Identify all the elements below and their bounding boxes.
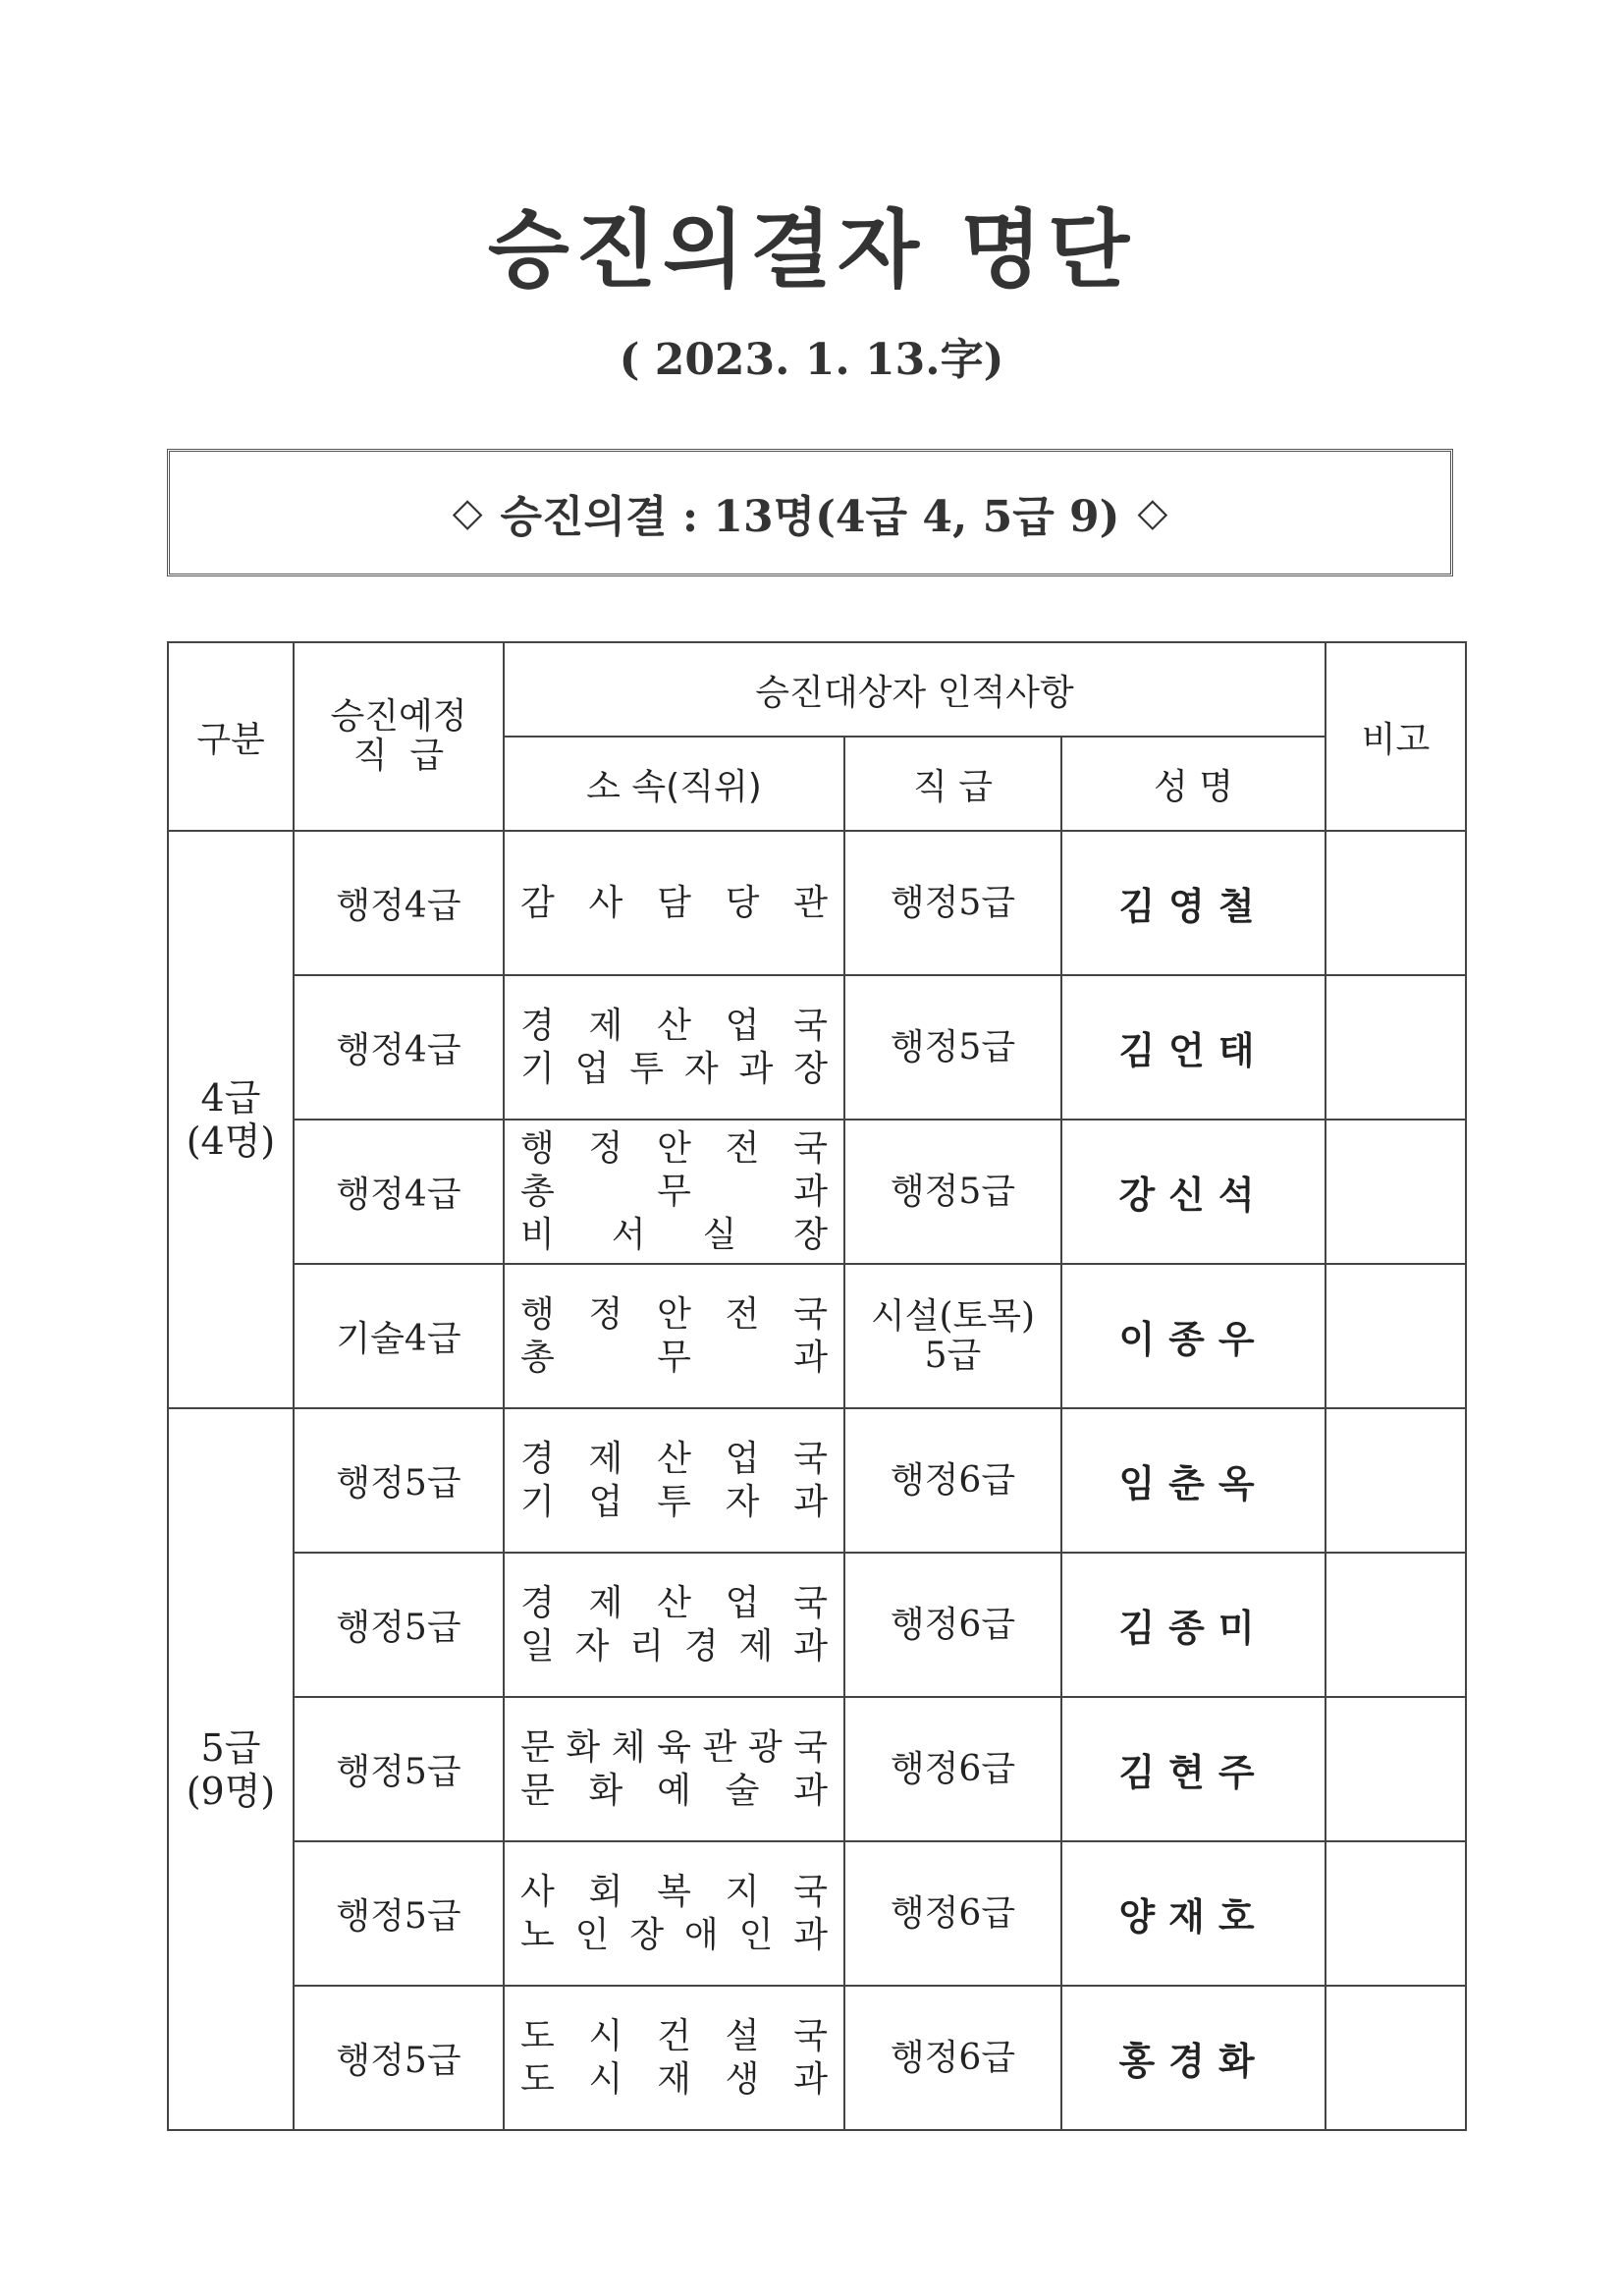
grade-line: 행정6급 — [890, 1604, 1016, 1645]
table-row — [168, 831, 1466, 975]
name-cell: 홍경화 — [1061, 1986, 1325, 2130]
page-title: 승진의결자 명단 — [487, 201, 1136, 300]
diamond-icon: ◇ — [1137, 490, 1168, 535]
remarks-cell — [1325, 1264, 1466, 1408]
group-count: (9명) — [186, 1769, 276, 1813]
table-row — [168, 1553, 1466, 1697]
grade-line: 행정6급 — [890, 2037, 1016, 2078]
name-cell: 김언태 — [1061, 975, 1325, 1120]
target-grade-cell: 기술4급 — [294, 1264, 504, 1408]
grade-line: 행정6급 — [890, 1892, 1016, 1934]
department-line: 감 사 담 당 관 — [520, 882, 828, 923]
table-row — [168, 1408, 1466, 1553]
target-grade-cell: 행정5급 — [294, 1841, 504, 1986]
department-cell — [504, 1553, 844, 1697]
header-name: 성 명 — [1061, 737, 1325, 831]
header-target-grade — [294, 642, 504, 831]
department-line: 도 시 건 설 국 — [520, 2015, 828, 2056]
remarks-cell — [1325, 1697, 1466, 1841]
department-line: 사 회 복 지 국 — [520, 1871, 828, 1912]
header-department: 소 속(직위) — [504, 737, 844, 831]
target-grade-cell: 행정5급 — [294, 1697, 504, 1841]
table-row — [168, 1986, 1466, 2130]
department-cell — [504, 1986, 844, 2130]
grade-cell — [844, 1553, 1061, 1697]
header-grade: 직 급 — [844, 737, 1061, 831]
name-cell: 김종미 — [1061, 1553, 1325, 1697]
department-line: 행 정 안 전 국 — [520, 1293, 828, 1335]
target-grade-cell: 행정5급 — [294, 1986, 504, 2130]
header-target-grade-line2: 직 급 — [352, 736, 445, 776]
department-line: 경 제 산 업 국 — [520, 1005, 828, 1046]
department-line: 총 무 과 — [520, 1337, 828, 1378]
grade-cell — [844, 1408, 1061, 1553]
department-line: 경 제 산 업 국 — [520, 1438, 828, 1479]
name-cell: 김현주 — [1061, 1697, 1325, 1841]
grade-line: 행정5급 — [890, 1171, 1016, 1212]
header-personal-info: 승진대상자 인적사항 — [504, 642, 1325, 737]
department-line: 문 화 예 술 과 — [520, 1770, 828, 1811]
table-row — [168, 975, 1466, 1120]
department-line: 경 제 산 업 국 — [520, 1582, 828, 1623]
department-line: 노 인 장 애 인 과 — [520, 1914, 828, 1955]
name-cell: 임춘옥 — [1061, 1408, 1325, 1553]
group-count: (4명) — [186, 1120, 276, 1163]
grade-cell — [844, 1697, 1061, 1841]
grade-line: 행정6급 — [890, 1748, 1016, 1789]
remarks-cell — [1325, 1408, 1466, 1553]
department-line: 비 서 실 장 — [520, 1214, 828, 1255]
grade-cell — [844, 1841, 1061, 1986]
group-label: 4급 — [200, 1076, 261, 1120]
department-cell — [504, 1120, 844, 1264]
promotion-table — [167, 641, 1467, 2131]
table-row — [168, 1697, 1466, 1841]
department-cell — [504, 975, 844, 1120]
header-category: 구분 — [168, 642, 294, 831]
table-row — [168, 1841, 1466, 1986]
target-grade-cell: 행정5급 — [294, 1408, 504, 1553]
name-cell: 강신석 — [1061, 1120, 1325, 1264]
department-cell — [504, 1697, 844, 1841]
department-cell — [504, 1408, 844, 1553]
diamond-icon: ◇ — [452, 490, 483, 535]
department-line: 도 시 재 생 과 — [520, 2058, 828, 2100]
remarks-cell — [1325, 1986, 1466, 2130]
department-line: 기 업 투 자 과 — [520, 1481, 828, 1522]
remarks-cell — [1325, 831, 1466, 975]
name-cell: 이종우 — [1061, 1264, 1325, 1408]
grade-cell — [844, 1264, 1061, 1408]
department-line: 행 정 안 전 국 — [520, 1127, 828, 1169]
department-line: 기 업 투 자 과 장 — [520, 1048, 828, 1089]
group-cell — [168, 1408, 294, 2130]
department-line: 문 화 체 육 관 광 국 — [520, 1726, 828, 1768]
grade-line: 행정5급 — [890, 882, 1016, 923]
document-date: ( 2023. 1. 13.字) — [619, 335, 1004, 385]
remarks-cell — [1325, 975, 1466, 1120]
grade-cell — [844, 1120, 1061, 1264]
department-line: 일 자 리 경 제 과 — [520, 1625, 828, 1667]
target-grade-cell: 행정4급 — [294, 1120, 504, 1264]
grade-line: 행정6급 — [890, 1459, 1016, 1501]
target-grade-cell: 행정4급 — [294, 975, 504, 1120]
group-cell — [168, 831, 294, 1408]
grade-line: 행정5급 — [890, 1026, 1016, 1067]
summary-box — [167, 449, 1453, 576]
grade-cell — [844, 975, 1061, 1120]
target-grade-cell: 행정4급 — [294, 831, 504, 975]
group-label: 5급 — [200, 1725, 261, 1770]
grade-line: 5급 — [924, 1335, 982, 1376]
remarks-cell — [1325, 1120, 1466, 1264]
header-remarks: 비고 — [1325, 642, 1466, 831]
remarks-cell — [1325, 1553, 1466, 1697]
table-row — [168, 1264, 1466, 1408]
department-cell — [504, 1841, 844, 1986]
department-cell — [504, 1264, 844, 1408]
department-line: 총 무 과 — [520, 1171, 828, 1212]
name-cell: 김영철 — [1061, 831, 1325, 975]
department-cell — [504, 831, 844, 975]
remarks-cell — [1325, 1841, 1466, 1986]
table-row — [168, 1120, 1466, 1264]
header-target-grade-line1: 승진예정 — [330, 696, 467, 737]
grade-cell — [844, 831, 1061, 975]
summary-text: 승진의결 : 13명(4급 4, 5급 9) — [500, 492, 1120, 542]
name-cell: 양재호 — [1061, 1841, 1325, 1986]
grade-cell — [844, 1986, 1061, 2130]
target-grade-cell: 행정5급 — [294, 1553, 504, 1697]
grade-line: 시설(토목) — [870, 1295, 1036, 1337]
